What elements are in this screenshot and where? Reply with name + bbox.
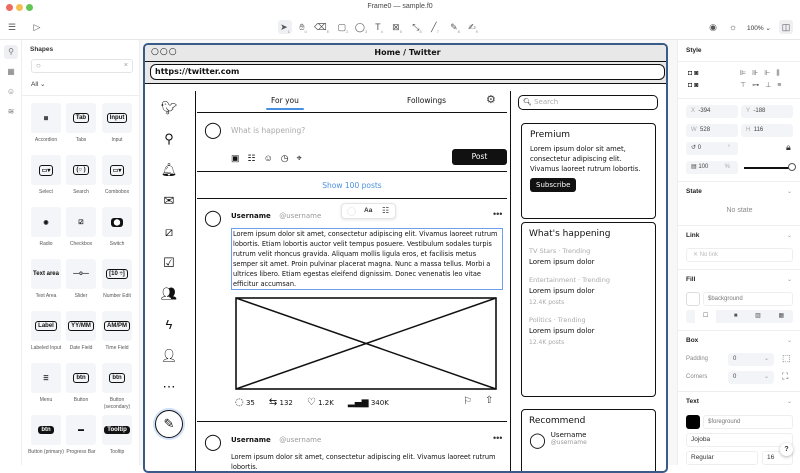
- minimize-window-button[interactable]: [16, 4, 23, 11]
- shape-label: Number Edit: [103, 293, 131, 299]
- users-icon[interactable]: 👥︎: [160, 286, 178, 301]
- shape-label: Progress Bar: [66, 449, 96, 455]
- trend-item[interactable]: [529, 316, 648, 346]
- shape-tile-select[interactable]: [31, 155, 61, 185]
- post-text: Lorem ipsum dolor sit amet, consectetur adipiscing elit. Vivamus laoreet rutrum lobortis.: [231, 453, 496, 471]
- shapes-title: Shapes: [30, 46, 54, 53]
- shape-tile-button[interactable]: [66, 363, 96, 393]
- hand-icon: ✋︎: [299, 22, 305, 32]
- opacity-slider-track[interactable]: [744, 167, 790, 169]
- views-button[interactable]: ▂▄▆ 340K: [347, 397, 389, 408]
- recommend-card: [521, 409, 656, 473]
- link-heading: Link: [686, 232, 700, 239]
- shape-preview-icon: [10 ÷]: [106, 269, 128, 279]
- tab-followings[interactable]: Followings: [407, 96, 447, 105]
- distribute-h-icon[interactable]: ⫼: [776, 70, 786, 77]
- shape-label: Accordion: [34, 137, 58, 143]
- shape-tile-switch[interactable]: [102, 207, 132, 237]
- no-state-text: No state: [726, 207, 753, 214]
- send-back-icon[interactable]: ◘: [688, 82, 693, 89]
- search-icon[interactable]: ⚲: [164, 131, 174, 146]
- column-divider: [195, 91, 196, 473]
- align-middle-icon[interactable]: ⊶: [752, 82, 766, 89]
- text-color-swatch[interactable]: [686, 415, 700, 429]
- comment-icon: ◌: [235, 397, 244, 408]
- reply-button[interactable]: ◌ 35: [235, 397, 255, 408]
- trend-item[interactable]: [529, 276, 648, 306]
- connector-icon: ⤡: [412, 22, 420, 32]
- trend-category: TV Stars · Trending: [529, 247, 591, 255]
- premium-text: Lorem ipsum dolor sit amet, consectetur adipiscing elit. Vivamus laoreet rutrum lobortis.: [530, 145, 641, 173]
- rotate-icon: ↺: [691, 145, 697, 151]
- shape-tile-time-field[interactable]: [102, 311, 132, 341]
- shape-preview-icon: YY/MM: [68, 321, 94, 331]
- shape-preview-icon: ▬: [78, 427, 84, 433]
- trend-category: Entertainment · Trending: [529, 276, 610, 284]
- url-input[interactable]: https://twitter.com: [150, 64, 665, 80]
- image-icon: ⊠: [392, 22, 400, 32]
- shape-tile-text-area[interactable]: [31, 259, 61, 289]
- lock-icon[interactable]: 🔒︎: [786, 142, 791, 152]
- shape-tile-date-field[interactable]: [66, 311, 96, 341]
- align-icons: [740, 68, 787, 92]
- shape-tile-input[interactable]: [102, 103, 132, 133]
- line-icon: ╱: [431, 22, 437, 32]
- layers-icon[interactable]: ≋: [7, 107, 15, 116]
- clear-icon[interactable]: ×: [123, 62, 128, 69]
- h-field[interactable]: H 116: [741, 124, 793, 137]
- highlighter-icon: ✍︎: [468, 22, 476, 32]
- chevron-down-icon[interactable]: ⌄: [786, 338, 792, 344]
- shapes-icon[interactable]: ⚲: [4, 45, 18, 59]
- shape-tile-accordion[interactable]: [31, 103, 61, 133]
- subscribe-button[interactable]: Subscribe: [530, 178, 576, 192]
- panel-toggle-icon[interactable]: ◫: [779, 20, 793, 34]
- edit-square-icon[interactable]: ⧄: [164, 224, 174, 239]
- align-bottom-icon[interactable]: ⊥: [765, 82, 778, 89]
- select-icon: ➤: [280, 22, 288, 32]
- divider: [678, 98, 800, 99]
- hand-tool-button[interactable]: $✋︎_0$: [299, 22, 307, 34]
- title-bar: [0, 0, 800, 14]
- distribute-v-icon[interactable]: ≡: [777, 82, 788, 89]
- state-heading: State: [686, 188, 702, 195]
- twitter-bird-icon[interactable]: 🐦︎: [160, 100, 178, 115]
- divider: [678, 181, 800, 182]
- settings-gear-icon[interactable]: ⚙: [486, 94, 496, 106]
- send-backward-icon[interactable]: ◙: [694, 82, 699, 89]
- shape-tile-labeled-input[interactable]: [31, 311, 61, 341]
- shape-preview-icon: Tab: [73, 113, 89, 123]
- search-icon: 🔍︎: [523, 98, 532, 106]
- shape-preview-icon: ▭▾: [110, 165, 125, 176]
- chevron-down-icon[interactable]: ⌄: [786, 399, 792, 405]
- divider: [197, 421, 507, 422]
- divider: [22, 95, 140, 96]
- left-rail: [0, 40, 22, 465]
- shape-label: Tooltip: [109, 449, 125, 455]
- eraser-tool-button[interactable]: $⌫_E$: [314, 22, 330, 34]
- fill-pattern-icon[interactable]: ▦: [778, 313, 785, 319]
- avatar-icon: ◯: [204, 210, 222, 227]
- corners-select[interactable]: 0 ⌄: [728, 371, 774, 384]
- shape-label: Radio: [39, 241, 53, 247]
- opacity-icon: ▤: [691, 164, 697, 170]
- rotation-field[interactable]: ↺ 0 °: [686, 142, 738, 155]
- pencil-icon: ✎: [450, 22, 458, 32]
- preview-eye-icon[interactable]: ◉: [709, 22, 717, 32]
- premium-card: [521, 123, 656, 219]
- shape-tile-combobox[interactable]: [102, 155, 132, 185]
- style-heading: Style: [686, 47, 702, 54]
- shape-label: Checkbox: [69, 241, 93, 247]
- trend-posts: 12.4K posts: [529, 339, 565, 346]
- align-center-icon[interactable]: ⊪: [752, 70, 765, 77]
- avatar-icon: ◯: [204, 434, 222, 451]
- theme-sun-icon[interactable]: ☼: [728, 22, 738, 32]
- divider: [197, 112, 507, 113]
- divider: [197, 198, 507, 199]
- schedule-icon[interactable]: ◷: [280, 153, 297, 163]
- shape-label: Combobox: [104, 189, 130, 195]
- shape-label: Button (primary): [28, 449, 64, 455]
- shape-tile-menu[interactable]: [31, 363, 61, 393]
- opacity-field[interactable]: ▤ 100 %: [686, 161, 738, 174]
- shape-label: Text Area: [35, 293, 57, 299]
- bolt-icon[interactable]: ϟ: [165, 317, 173, 332]
- compose-input[interactable]: What is happening?: [231, 126, 306, 135]
- align-right-icon[interactable]: ⊩: [764, 70, 777, 77]
- image-placeholder: [235, 297, 497, 390]
- corners-icon[interactable]: ⛶: [782, 371, 789, 381]
- post-username: Username @username: [231, 436, 322, 444]
- fill-solid-icon[interactable]: ■: [733, 313, 738, 319]
- shape-preview-icon: Text area: [33, 271, 59, 277]
- text-format-toolbar: [341, 203, 396, 219]
- shape-label: Menu: [39, 397, 53, 403]
- text-icon: T: [375, 22, 381, 32]
- shape-tile-radio[interactable]: [31, 207, 61, 237]
- shape-preview-icon: Tooltip: [104, 426, 130, 434]
- shape-label: Select: [39, 189, 53, 195]
- compose-icon[interactable]: ✎: [155, 410, 183, 438]
- trend-topic: Lorem ipsum dolor: [529, 327, 595, 335]
- fill-type-toggle: [686, 310, 793, 323]
- ellipse-tool-button[interactable]: $◯_3$: [354, 22, 368, 34]
- shape-label: Time Field: [105, 345, 129, 351]
- ellipse-icon: ◯: [354, 22, 365, 32]
- shape-label: Date Field: [69, 345, 93, 351]
- font-button[interactable]: Aa: [364, 207, 373, 214]
- font-weight-select[interactable]: Regular: [686, 451, 758, 465]
- padding-icon[interactable]: ⬚: [782, 353, 791, 363]
- shape-label: Labeled Input: [30, 345, 62, 351]
- trends-card: [521, 222, 656, 397]
- trends-title: What's happening: [529, 229, 611, 239]
- trend-topic: Lorem ipsum dolor: [529, 287, 595, 295]
- trend-item[interactable]: [529, 247, 648, 266]
- shapes-filter-dropdown[interactable]: All ⌄: [31, 81, 46, 88]
- avatar-icon: ◯: [529, 431, 546, 449]
- shape-label: Search: [73, 189, 89, 195]
- shape-preview-icon: —o—: [73, 271, 89, 277]
- shape-tile-search[interactable]: [66, 155, 96, 185]
- line-tool-button[interactable]: $╱_7$: [431, 22, 439, 34]
- divider: [678, 225, 800, 226]
- frame-title: Home / Twitter: [374, 48, 441, 57]
- inspector-panel: [677, 40, 800, 465]
- fill-color-swatch[interactable]: [686, 292, 700, 306]
- retweet-icon: ⇆: [268, 397, 278, 408]
- bell-icon[interactable]: 🔔︎: [160, 162, 178, 177]
- shape-label: Button: [73, 397, 89, 403]
- close-window-button[interactable]: [6, 4, 13, 11]
- connector-tool-button[interactable]: $⤡_6$: [412, 22, 422, 34]
- align-top-icon[interactable]: ⊤: [740, 82, 753, 89]
- avatar-icon: ◯: [204, 122, 222, 139]
- recommend-title: Recommend: [529, 416, 586, 426]
- align-left-icon[interactable]: ⊫: [740, 70, 753, 77]
- shape-tile-tooltip[interactable]: [102, 415, 132, 445]
- divider: [678, 61, 800, 62]
- shape-tile-number-edit[interactable]: [102, 259, 132, 289]
- trend-category: Politics · Trending: [529, 316, 586, 324]
- font-select[interactable]: Jojoba: [686, 433, 793, 447]
- frame-header: [145, 45, 668, 62]
- shape-preview-icon: (○ ): [73, 165, 88, 175]
- zoom-dropdown[interactable]: 100% ⌄: [747, 25, 771, 32]
- premium-title: Premium: [530, 130, 571, 140]
- components-icon[interactable]: ▦: [7, 67, 15, 76]
- maximize-window-button[interactable]: [26, 4, 33, 11]
- column-divider: [510, 91, 511, 473]
- retweet-button[interactable]: ⇆ 132: [268, 397, 293, 408]
- shape-tile-checkbox[interactable]: [66, 207, 96, 237]
- post-button[interactable]: Post: [452, 149, 507, 165]
- shape-label: Slider: [74, 293, 88, 299]
- shape-preview-icon: ▭▾: [39, 165, 54, 176]
- divider: [678, 269, 800, 270]
- show-posts-link[interactable]: Show 100 posts: [322, 181, 382, 190]
- window-title: Frame0 — sample.f0: [367, 3, 433, 10]
- arrange-icons: [688, 68, 698, 92]
- x-field[interactable]: X -394: [686, 105, 738, 118]
- shapes-search-input[interactable]: [31, 59, 133, 73]
- shapes-panel: [22, 40, 140, 465]
- heart-icon: ♡: [306, 397, 316, 408]
- shape-preview-icon: btn: [109, 373, 124, 383]
- shape-label: Button (secondary): [103, 397, 131, 410]
- shape-preview-icon: btn: [38, 426, 53, 434]
- menu-icon[interactable]: ☰: [7, 22, 17, 32]
- select-tool-button[interactable]: $➤_1$: [278, 20, 292, 34]
- post-username: Username @username: [231, 212, 322, 220]
- more-icon[interactable]: •••: [493, 209, 503, 219]
- bring-forward-icon[interactable]: ◙: [694, 70, 699, 77]
- emoji-icon[interactable]: ☺: [6, 87, 16, 96]
- list-icon[interactable]: ☷: [247, 153, 264, 163]
- eraser-icon: ⌫: [314, 22, 327, 32]
- search-icon: ○: [36, 61, 41, 70]
- shape-preview-icon: ☰: [43, 375, 49, 382]
- text-tool-button[interactable]: $T_4$: [375, 22, 383, 34]
- bring-front-icon[interactable]: ◘: [688, 70, 693, 77]
- search-input[interactable]: 🔍︎ Search: [518, 95, 658, 110]
- highlighter-tool-button[interactable]: $✍︎_9$: [468, 22, 478, 34]
- window-controls: ○○○: [151, 47, 178, 57]
- post-actions: [235, 397, 389, 408]
- shape-preview-icon: Label: [35, 321, 57, 331]
- divider: [197, 171, 507, 172]
- share-icon[interactable]: ⇧: [485, 395, 494, 406]
- tab-for-you[interactable]: For you: [271, 96, 304, 110]
- recommend-handle: @username: [550, 439, 587, 446]
- y-field[interactable]: Y -188: [741, 105, 793, 118]
- shape-preview-icon: ☑: [78, 219, 84, 226]
- recommend-username[interactable]: Username: [550, 431, 587, 439]
- rectangle-icon: ▢: [337, 22, 347, 32]
- compose-tools: [231, 153, 310, 164]
- shape-label: Tabs: [75, 137, 87, 143]
- w-field[interactable]: W 528: [686, 124, 738, 137]
- location-icon[interactable]: ⌖: [296, 153, 310, 163]
- opacity-slider-handle[interactable]: [788, 163, 796, 171]
- shape-preview-icon: AM/PM: [104, 321, 130, 331]
- fill-hatch-icon[interactable]: ▨: [755, 313, 761, 319]
- play-icon[interactable]: ▷: [33, 22, 41, 32]
- shape-tile-slider[interactable]: [66, 259, 96, 289]
- padding-select[interactable]: 0 ⌄: [728, 353, 774, 366]
- layout-icon[interactable]: ☷: [382, 206, 390, 215]
- shape-tile-progress-bar[interactable]: [66, 415, 96, 445]
- more-icon[interactable]: •••: [493, 433, 503, 443]
- help-button[interactable]: ?: [780, 443, 793, 456]
- fill-none-icon[interactable]: ☐: [695, 310, 716, 323]
- fill-value-input[interactable]: $background: [703, 292, 793, 306]
- shape-label: Input: [111, 137, 123, 143]
- rectangle-tool-button[interactable]: $▢_2$: [337, 22, 349, 34]
- fill-heading: Fill: [686, 276, 696, 283]
- bookmark-icon[interactable]: ⚐: [463, 396, 472, 407]
- checklist-icon[interactable]: ☑: [163, 255, 175, 270]
- shape-tile-button-secondary[interactable]: [102, 363, 132, 393]
- padding-label: Padding: [686, 356, 709, 362]
- browser-frame[interactable]: [143, 43, 668, 473]
- more-circle-icon[interactable]: ⋯: [162, 379, 176, 394]
- shape-tile-button-primary[interactable]: [31, 415, 61, 445]
- post-text[interactable]: Lorem ipsum dolor sit amet, consectetur adipiscing elit. Vivamus laoreet rutrum lobortis. Etiam lobortis auctor velit tempus posuere. Vestibulum sodales turpis rutrum velit rhoncus gravida. Aliquam mollis ligula eros, et facilisis metus semper sit amet. Proin pulvinar placerat magna. Nunc a massa tellus. Morbi a ultrices libero. Etiam egestas eleifend dignissim. Donec venenatis leo vitae efficitur accumsan.: [231, 228, 503, 290]
- divider: [678, 330, 800, 331]
- text-heading: Text: [686, 398, 699, 405]
- shape-preview-icon: ≣: [43, 115, 49, 122]
- link-select[interactable]: ✕ No link: [686, 248, 793, 262]
- shape-tile-tabs[interactable]: [66, 103, 96, 133]
- trend-posts: 12.4K posts: [529, 299, 565, 306]
- font-size-select[interactable]: 16: [762, 451, 793, 465]
- chart-icon: ▂▄▆: [347, 397, 369, 408]
- like-button[interactable]: ♡ 1.2K: [306, 397, 334, 408]
- image-icon[interactable]: ▣: [231, 153, 248, 163]
- mail-icon[interactable]: ✉: [163, 193, 175, 208]
- chevron-down-icon[interactable]: ⌄: [786, 277, 792, 283]
- chevron-down-icon[interactable]: ⌄: [786, 189, 792, 195]
- color-swatch[interactable]: [347, 207, 356, 216]
- chevron-down-icon[interactable]: ⌄: [786, 233, 792, 239]
- url-bar-area: [145, 62, 668, 84]
- user-icon[interactable]: 👤︎: [160, 348, 178, 363]
- trend-topic: Lorem ipsum dolor: [529, 258, 595, 266]
- image-tool-button[interactable]: $⊠_5$: [392, 22, 402, 34]
- shape-preview-icon: btn: [73, 373, 88, 383]
- corners-label: Corners: [686, 374, 708, 380]
- shape-label: Switch: [109, 241, 125, 247]
- shape-preview-icon: ◉: [43, 219, 49, 226]
- text-color-input[interactable]: $foreground: [703, 415, 793, 429]
- emoji-icon[interactable]: ☺: [263, 153, 281, 163]
- pencil-tool-button[interactable]: $✎_8$: [450, 22, 460, 34]
- toolbar: [0, 14, 800, 40]
- divider: [678, 391, 800, 392]
- shape-preview-icon: ⬤: [111, 218, 124, 227]
- box-heading: Box: [686, 337, 699, 344]
- shape-preview-icon: Input: [107, 113, 128, 123]
